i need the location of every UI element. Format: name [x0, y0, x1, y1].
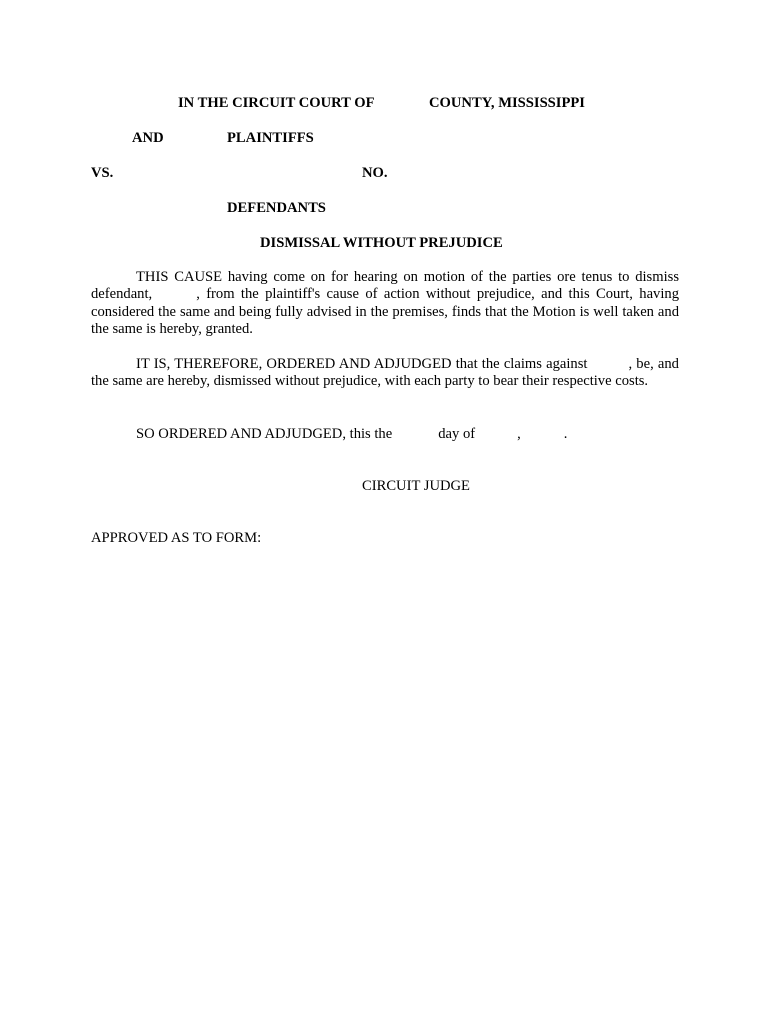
paragraph-date-part4: .: [563, 426, 568, 442]
paragraph-date-part2: day of: [438, 426, 476, 442]
court-county-suffix: COUNTY, MISSISSIPPI: [429, 95, 585, 111]
plaintiffs-label: PLAINTIFFS: [227, 130, 314, 146]
paragraph-hearing: [91, 269, 679, 338]
defendants-label: DEFENDANTS: [227, 200, 326, 216]
approved-as-to-form-label: APPROVED AS TO FORM:: [91, 530, 262, 546]
paragraph-hearing-part2: , from the plaintiff's cause of action without prejudice, and this Court, having considered the same and being fully advised in the premises, finds that the Motion is well taken and the same is hereby, granted.: [91, 286, 679, 337]
circuit-judge-signature-label: CIRCUIT JUDGE: [362, 478, 470, 494]
paragraph-date-part1: SO ORDERED AND ADJUDGED, this the: [136, 426, 393, 442]
paragraph-hearing-part1: THIS CAUSE having come on for hearing on motion of the parties ore tenus to dismiss defendant,: [91, 269, 679, 303]
court-name-prefix: IN THE CIRCUIT COURT OF: [178, 95, 375, 111]
paragraph-date-part3: ,: [517, 426, 521, 442]
paragraph-order-part1: IT IS, THEREFORE, ORDERED AND ADJUDGED that the claims against: [136, 356, 588, 372]
document-title: DISMISSAL WITHOUT PREJUDICE: [260, 235, 503, 251]
and-label: AND: [132, 130, 164, 146]
versus-label: VS.: [91, 165, 114, 181]
case-number-label: NO.: [362, 165, 388, 181]
paragraph-order: [91, 356, 679, 391]
paragraph-date: [136, 426, 567, 443]
paragraph-order-part2: , be, and the same are hereby, dismissed without prejudice, with each party to bear their respective costs.: [91, 356, 679, 390]
